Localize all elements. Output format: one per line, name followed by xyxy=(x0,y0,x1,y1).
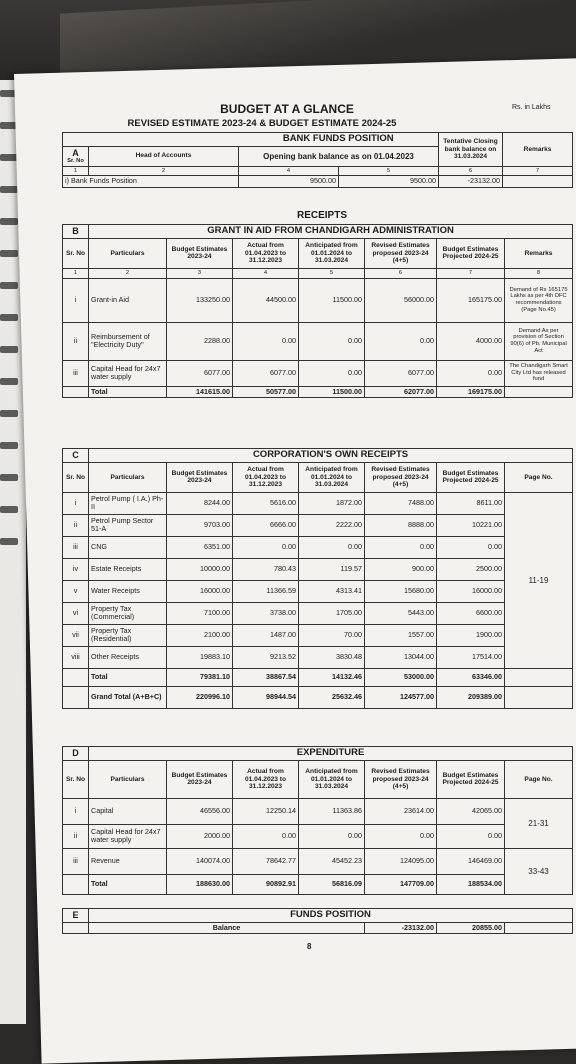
table-row: v Water Receipts 16000.00 11366.59 4313.41 15680.00 16000.00 xyxy=(63,580,573,602)
total-row: Total 188630.00 90892.91 56816.09 147709.00 188534.00 xyxy=(63,874,573,894)
total-row: Total 79381.10 38867.54 14132.46 53000.00 63346.00 xyxy=(63,668,573,686)
bank-funds-table: BANK FUNDS POSITION Tentative Closing bank balance on 31.03.2024 Remarks A Sr. No Head of Accounts Opening bank balance as on 01.04.2023 1 2 4 5 6 7 i) Bank Funds Position 9500.00 9500.00 -23132.00 xyxy=(62,132,573,188)
page-subtitle: REVISED ESTIMATE 2023-24 & BUDGET ESTIMATE 2024-25 xyxy=(127,118,397,129)
receipts-heading: RECEIPTS xyxy=(296,210,347,221)
table-row: iii Revenue 140074.00 78642.77 45452.23 124095.00 146469.00 33-43 xyxy=(63,848,573,874)
units-label: Rs. in Lakhs xyxy=(512,104,551,111)
expenditure-title: EXPENDITURE xyxy=(89,747,573,761)
bank-funds-title: BANK FUNDS POSITION xyxy=(239,133,439,147)
total-row: Total 141615.00 50577.00 11500.00 62077.00 169175.00 xyxy=(63,386,573,397)
table-row: i Petrol Pump ( I.A.) Ph-II 8244.00 5616.00 1872.00 7488.00 8611.00 11-19 xyxy=(63,492,573,514)
table-row: ii Reimbursement of "Electricity Duty" 2288.00 0.00 0.00 0.00 4000.00 Demand As per provision of Section 90(6) of Pb. Municipal Act xyxy=(63,322,573,360)
page-ref: 33-43 xyxy=(505,848,573,894)
grant-in-aid-table: B GRANT IN AID FROM CHANDIGARH ADMINISTRATION Sr. No Particulars Budget Estimates 2023-24 Actual from 01.04.2023 to 31.12.2023 Anticipated from 01.01.2024 to 31.03.2024 Revised Estimates proposed 2023-24 (4+5) Budget Estimates Projected 2024-25 Remarks 1 2 3 4 5 6 7 8 i Grant-in Aid 133250.00 44500.00 11500.00 56000.00 165175.00 Demand of Rs 165175 Lakhs as per 4th DFC recommendations (Page No.45) ii Reimbursement of "Electricity Duty" 2288.00 0.00 0.00 0.00 4000.00 Demand As per provision of Section 90(6) of Pb. Municipal Act iii Capital Head for 24x7 water supply 6077.00 6077.00 0.00 6077.00 0.00 The Chandigarh Smart City Ltd has released fund Total 141615.00 50577.00 11500.00 62077.00 169175.00 xyxy=(62,224,573,398)
table-row: iii Capital Head for 24x7 water supply 6077.00 6077.00 0.00 6077.00 0.00 The Chandigarh Smart City Ltd has released fund xyxy=(63,360,573,386)
page-ref: 21-31 xyxy=(505,798,573,848)
table-row: vii Property Tax (Residential) 2100.00 1487.00 70.00 1557.00 1900.00 xyxy=(63,624,573,646)
own-receipts-title: CORPORATION'S OWN RECEIPTS xyxy=(89,449,573,463)
table-row: ii Petrol Pump Sector 51-A 9703.00 6666.00 2222.00 8888.00 10221.00 xyxy=(63,514,573,536)
table-row: ii Capital Head for 24x7 water supply 2000.00 0.00 0.00 0.00 0.00 xyxy=(63,824,573,848)
grand-total-row: Grand Total (A+B+C) 220996.10 98944.54 25632.46 124577.00 209389.00 xyxy=(63,686,573,708)
page-title: BUDGET AT A GLANCE xyxy=(220,102,354,116)
balance-row: Balance -23132.00 20855.00 xyxy=(63,922,573,933)
table-row: iv Estate Receipts 10000.00 780.43 119.57 900.00 2500.00 xyxy=(63,558,573,580)
own-receipts-table: C CORPORATION'S OWN RECEIPTS Sr. No Particulars Budget Estimates 2023-24 Actual from 01.04.2023 to 31.12.2023 Anticipated from 01.01.2024 to 31.03.2024 Revised Estimates proposed 2023-24 (4+5) Budget Estimates Projected 2024-25 Page No. i Petrol Pump ( I.A.) Ph-II 8244.00 5616.00 1872.00 7488.00 8611.00 11-19 ii Petrol Pump Sector 51-A 9703.00 6666.00 2222.00 8888.00 10221.00 iii CNG 6351.00 0.00 0.00 0.00 0.00 iv Estate Receipts 10000.00 780.43 119.57 900.00 2500.00 v Water Receipts 16000.00 11366.59 4313.41 15680.00 16000.00 vi Property Tax (Commercial) 7100.00 3738.00 1705.00 5443.00 6600.00 vii Property Tax (Residential) 2100.00 1487.00 70.00 1557.00 1900.00 viii Other Receipts 19883.10 9213.52 3830.48 13044.00 17514.00 Total 79381.10 38867.54 14132.46 53000.00 63346.00 Grand Total (A+B+C) 220996.10 98944.54 25632.46 124577.00 209389.00 xyxy=(62,448,573,709)
table-row: iii CNG 6351.00 0.00 0.00 0.00 0.00 xyxy=(63,536,573,558)
table-row: vi Property Tax (Commercial) 7100.00 3738.00 1705.00 5443.00 6600.00 xyxy=(63,602,573,624)
funds-position-table: E FUNDS POSITION Balance -23132.00 20855.00 xyxy=(62,908,573,934)
page-ref: 11-19 xyxy=(505,492,573,668)
grant-in-aid-title: GRANT IN AID FROM CHANDIGARH ADMINISTRATION xyxy=(89,225,573,239)
table-row: i Grant-in Aid 133250.00 44500.00 11500.00 56000.00 165175.00 Demand of Rs 165175 Lakhs as per 4th DFC recommendations (Page No.45) xyxy=(63,278,573,322)
funds-position-title: FUNDS POSITION xyxy=(89,909,573,923)
table-row: viii Other Receipts 19883.10 9213.52 3830.48 13044.00 17514.00 xyxy=(63,646,573,668)
budget-page xyxy=(52,100,572,960)
page-number: 8 xyxy=(307,942,312,951)
table-row: i Capital 46556.00 12250.14 11363.86 23614.00 42065.00 21-31 xyxy=(63,798,573,824)
expenditure-table: D EXPENDITURE Sr. No Particulars Budget Estimates 2023-24 Actual from 01.04.2023 to 31.12.2023 Anticipated from 01.01.2024 to 31.03.2024 Revised Estimates proposed 2023-24 (4+5) Budget Estimates Projected 2024-25 Page No. i Capital 46556.00 12250.14 11363.86 23614.00 42065.00 21-31 ii Capital Head for 24x7 water supply 2000.00 0.00 0.00 0.00 0.00 iii Revenue 140074.00 78642.77 45452.23 124095.00 146469.00 33-43 Total 188630.00 90892.91 56816.09 147709.00 188534.00 xyxy=(62,746,573,895)
